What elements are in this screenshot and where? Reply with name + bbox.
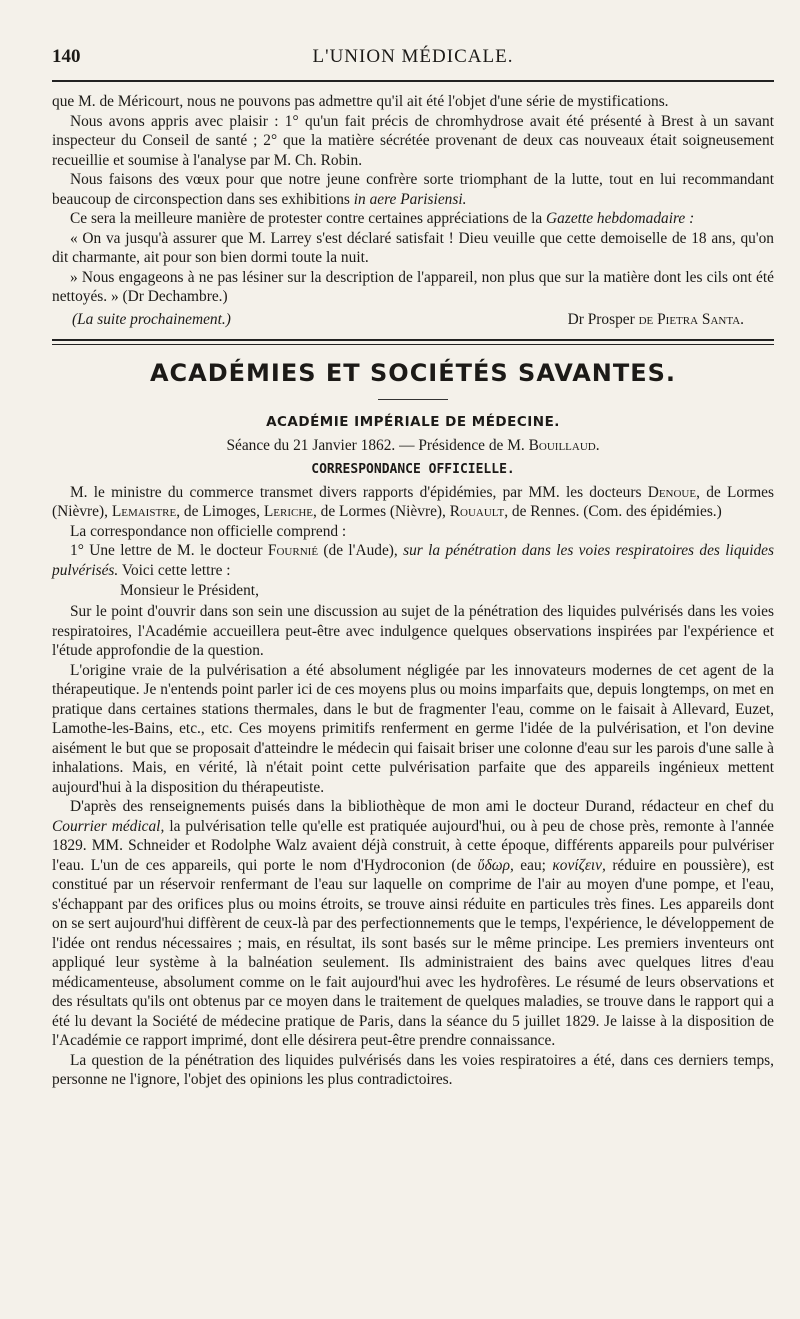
letter-paragraph <box>52 797 774 1051</box>
doctor-name: Lemaistre <box>111 503 177 520</box>
letter-salutation: Monsieur le Président, <box>120 582 259 599</box>
paragraph <box>52 483 774 522</box>
signature-surname: de Pietra Santa. <box>638 310 744 328</box>
text-run: , de Lormes (Nièvre), <box>52 483 774 520</box>
text-run: , de Lormes (Nièvre), <box>312 503 450 520</box>
text-run: 1° Une lettre de M. le docteur <box>70 542 268 559</box>
journal-title: L'UNION MÉDICALE. <box>312 46 514 67</box>
paragraph: La correspondance non officielle comprend : <box>70 522 347 540</box>
letter-paragraph: L'origine vraie de la pulvérisation a été absolument négligée par les innovateurs modernes de cet agent de la thérapeutique. Je n'entends point parler ici de ces moyens plus ou moins imparfaits que, depuis longtemps, on met en pratique dans certaines stations thermales, dans le but de fragmenter l'eau, comme on le faisait à Allevard, Euzet, Lamothe-les-Bains, etc., etc. Ces moyens primitifs renferment en germe l'idée de la pulvérisation, et l'on devine aisément le but que se proposait d'atteindre le médecin qui faisait briser une colonne d'eau sur les parois d'une salle à inhalations. Mais, en vérité, là n'était point cette pulvérisation parfaite que des appareils ingénieux mettent aujourd'hui à la disposition du thérapeutiste. <box>52 661 774 796</box>
text-run: réduire en poussière), est constitué par un réservoir renfermant de l'eau sur laquelle on comprime de l'air au moyen d'une pompe, et l'eau, s'échappant par des orifices plus ou moins étroits, se trouve ainsi réduite en particules très fines. Les appareils dont on se sert aujourd'hui diffèrent de ceux-là par des perfectionnements que le temps, l'expérience, le développement de l'idée ont rendus nécessaires ; mais, en résultat, ils sont basés sur le même principe. Les premiers inventeurs ont appliqué leur système à la balnéation seulement. Ils administraient des bains avec quelques litres d'eau médicamenteuse, absolument comme on le fait aujourd'hui avec les hydrofères. Le résumé de leurs observations et des résultats qu'ils ont obtenus par ce moyen dans le traitement de quelques maladies, se trouve dans le rapport qui a été lu devant la Société de médecine pratique de Paris, dans la séance du 5 juillet 1829. Je laisse à la disposition de l'Académie ce rapport imprimé, dont elle désirera peut-être prendre connaissance. <box>52 856 774 1049</box>
italic-phrase: Gazette hebdomadaire : <box>546 210 695 227</box>
signature-prefix: Dr Prosper <box>567 310 639 328</box>
text-run: Voici cette lettre : <box>118 561 231 579</box>
text-run: Nous faisons des vœux pour que notre jeune confrère sorte triomphant de la lutte, tout en lui recommandant beaucoup de circonspection dans ses exhibitions <box>52 171 774 208</box>
text-run: eau; <box>513 856 553 874</box>
paragraph <box>52 541 774 580</box>
doctor-name: Leriche <box>263 503 313 520</box>
text-run: D'après des renseignements puisés dans la bibliothèque de mon ami le docteur Durand, rédacteur en chef du <box>70 798 774 815</box>
paragraph <box>52 170 774 209</box>
correspondence-heading: CORRESPONDANCE OFFICIELLE. <box>311 461 515 477</box>
signature-row <box>52 309 774 331</box>
text-run: , de Limoges, <box>176 503 264 520</box>
letter-paragraph: Sur le point d'ouvrir dans son sein une discussion au sujet de la pénétration des liquides pulvérisés dans les voies respiratoires, l'Académie accueillera peut-être avec indulgence quelques observations inspirées par l'expérience et l'étude approfondie de la question. <box>52 603 774 659</box>
president-name: Bouillaud. <box>528 436 600 454</box>
quote-paragraph: » Nous engageons à ne pas lésiner sur la description de l'appareil, non plus que sur la matière dont les cils ont été nettoyés. » (Dr Dechambre.) <box>52 268 774 305</box>
doctor-name: Denoue <box>647 483 697 501</box>
text-run: la pulvérisation telle qu'elle est pratiquée aujourd'hui, ou à peu de chose près, remonte à l'année 1829. MM. Schneider et Rodolphe Walz avaient déjà construit, à cette époque, différents appareils pour pulvériser l'eau. L'un de ces appareils, qui porte le nom d'Hydroconion (de <box>52 817 774 874</box>
quote-paragraph: « On va jusqu'à assurer que M. Larrey s'est déclaré satisfait ! Dieu veuille que cette demoiselle de 18 ans, qu'on dit charmante, ait pour son bien dormi toute la nuit. <box>52 229 774 266</box>
text-run: , de Rennes. (Com. des épidémies.) <box>504 503 722 520</box>
doctor-name: Rouault <box>449 503 505 520</box>
header-rule <box>52 80 774 82</box>
title-rule <box>378 399 448 400</box>
italic-phrase: in aere Parisiensi. <box>353 190 467 208</box>
continuation-note: (La suite prochainement.) <box>72 310 231 328</box>
doctor-name: Fournié <box>267 542 319 559</box>
session-line <box>52 436 774 456</box>
greek-word: κονίζειν, <box>552 856 606 874</box>
author-signature <box>568 309 744 331</box>
section-divider <box>52 339 774 345</box>
italic-phrase: Courrier médical, <box>52 817 165 835</box>
running-head <box>52 42 774 76</box>
academy-heading: ACADÉMIE IMPÉRIALE DE MÉDECINE. <box>266 413 560 430</box>
text-run: Ce sera la meilleure manière de protester contre certaines appréciations de la <box>70 210 547 227</box>
page-number: 140 <box>52 46 81 67</box>
italic-phrase: sur la pénétration dans les voies respiratoires des liquides pulvérisés. <box>52 542 774 579</box>
greek-word: ὕδωρ, <box>477 856 514 874</box>
paragraph: que M. de Méricourt, nous ne pouvons pas admettre qu'il ait été l'objet d'une série de mystifications. <box>52 93 669 110</box>
text-run: M. le ministre du commerce transmet divers rapports d'épidémies, par MM. les docteurs <box>70 483 648 501</box>
section-title: ACADÉMIES ET SOCIÉTÉS SAVANTES. <box>149 358 677 387</box>
text-run: (de l'Aude), <box>318 542 404 559</box>
session-text: Séance du 21 Janvier 1862. — Présidence de M. <box>226 436 529 454</box>
paragraph: Nous avons appris avec plaisir : 1° qu'un fait précis de chromhydrose avait été présenté à Brest à un savant inspecteur du Conseil de santé ; 2° que la matière sécrétée provenant de deux cas nouveaux était soigneusement recueillie et soumise à l'analyse par M. Ch. Robin. <box>52 112 774 169</box>
letter-paragraph: La question de la pénétration des liquides pulvérisés dans les voies respiratoires a été, dans ces derniers temps, personne ne l'ignore, l'objet des opinions les plus contradictoires. <box>52 1051 774 1088</box>
paragraph <box>52 209 774 229</box>
